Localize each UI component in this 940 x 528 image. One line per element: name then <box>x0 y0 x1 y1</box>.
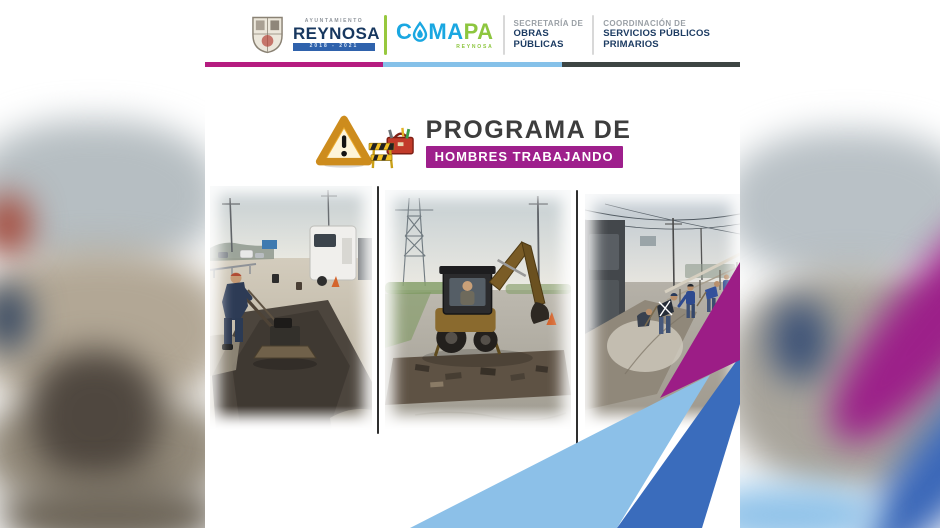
coordinacion-name-1: SERVICIOS PÚBLICOS <box>603 27 711 39</box>
comapa-letters-pa: PA <box>463 18 494 44</box>
reynosa-crest-icon <box>251 15 284 55</box>
servicios-primarios-block <box>603 19 710 50</box>
obras-name-1: OBRAS <box>513 27 549 39</box>
photo-backhoe-illustration <box>385 190 571 430</box>
photo-separator-1 <box>377 186 379 434</box>
water-drop-icon <box>412 21 428 42</box>
title-line-1: PROGRAMA DE <box>425 116 632 144</box>
title-line-2-badge: HOMBRES TRABAJANDO <box>426 146 623 168</box>
photo-road-crew-illustration <box>585 194 740 430</box>
title-text-block <box>426 112 632 168</box>
obras-publicas-block <box>514 19 584 50</box>
photo-road-crew <box>585 194 740 430</box>
barrier-toolbox-icon <box>368 126 416 170</box>
bg-blur-sky-right <box>725 130 940 280</box>
bg-blur-workers-right <box>770 300 830 380</box>
comapa-logo <box>396 18 494 50</box>
comapa-letter-c: C <box>396 18 413 44</box>
header-logos <box>251 10 710 60</box>
header-divider-green <box>384 15 387 55</box>
reynosa-superscript: AYUNTAMIENTO <box>304 17 364 24</box>
photo-separator-2 <box>576 190 578 446</box>
obras-name-2: PÚBLICAS <box>513 38 564 50</box>
reynosa-term-bar: 2018 - 2021 <box>293 43 375 51</box>
content-panel <box>205 0 740 528</box>
coordinacion-name-2: PRIMARIOS <box>603 38 659 50</box>
program-title <box>205 112 740 170</box>
tricolor-divider <box>205 62 740 67</box>
photo-plate-compactor-illustration <box>210 186 372 430</box>
bg-blur-sky-left <box>0 120 220 270</box>
warning-triangle-icon <box>314 112 374 170</box>
obras-dept-label: SECRETARÍA DE <box>513 19 584 29</box>
divider-segment-dark <box>562 62 740 67</box>
divider-segment-magenta <box>205 62 383 67</box>
header-divider-2 <box>592 15 594 55</box>
photo-backhoe <box>385 190 571 430</box>
bg-blur-asphalt-left <box>30 350 160 480</box>
coordinacion-dept-label: COORDINACIÓN DE <box>603 19 687 29</box>
comapa-city: REYNOSA <box>456 43 494 50</box>
reynosa-logo <box>293 17 380 52</box>
reynosa-wordmark: REYNOSA <box>293 23 380 43</box>
title-icons <box>314 112 416 170</box>
header-divider-1 <box>503 15 505 55</box>
divider-segment-blue <box>383 62 561 67</box>
bg-blur-bottom-left <box>0 480 220 528</box>
comapa-letters-ma: MA <box>428 18 464 44</box>
photo-plate-compactor <box>210 186 372 430</box>
